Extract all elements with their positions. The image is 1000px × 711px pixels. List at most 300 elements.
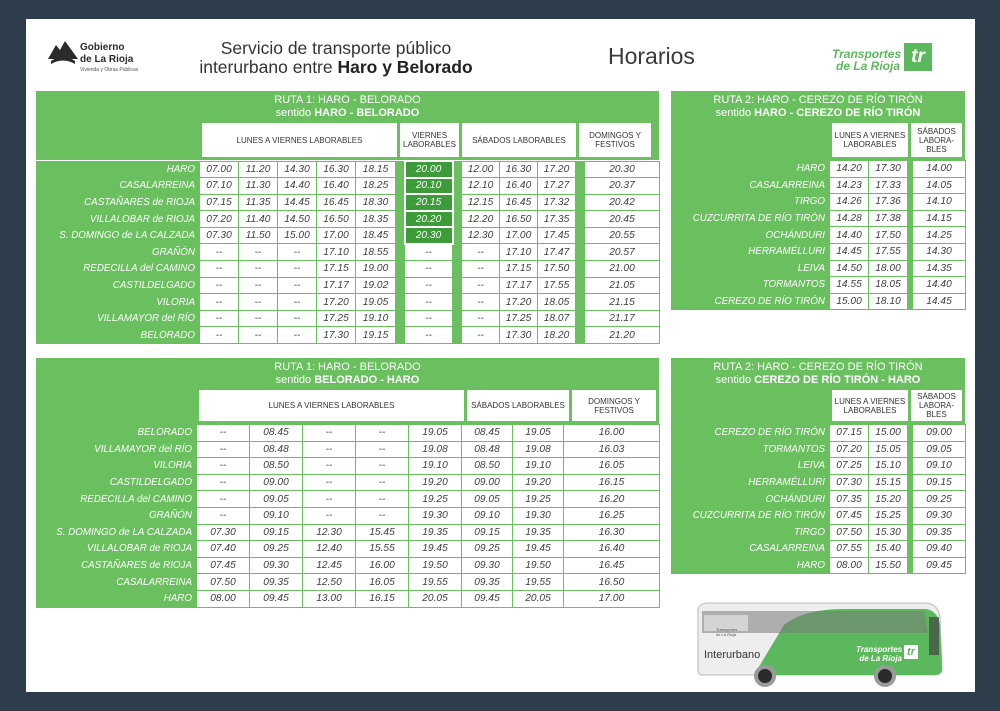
bus-front-line-1: Transportes xyxy=(716,627,738,632)
route-name: RUTA 2: HARO - CEREZO DE RÍO TIRÓN xyxy=(713,94,923,106)
stop-name: TIRGO xyxy=(672,194,830,211)
table-row xyxy=(37,327,660,344)
bus-brand-line-1: Transportes xyxy=(856,645,903,654)
time-cell: 17.25 xyxy=(317,310,356,327)
time-cell: 16.50 xyxy=(500,211,538,228)
table-row xyxy=(37,574,660,591)
time-cell: 14.55 xyxy=(830,277,869,294)
column-gap xyxy=(453,211,462,228)
stop-name: S. DOMINGO de LA CALZADA xyxy=(37,227,200,244)
time-cell: 17.17 xyxy=(317,277,356,294)
time-cell: 16.50 xyxy=(564,574,660,591)
time-cell: 18.55 xyxy=(356,244,396,261)
time-cell: 17.55 xyxy=(538,277,576,294)
time-cell: 14.50 xyxy=(278,211,317,228)
time-cell: 14.30 xyxy=(913,243,966,260)
time-cell: 20.00 xyxy=(405,161,453,178)
stop-name: VILLALOBAR de RIOJA xyxy=(37,541,197,558)
time-cell: 19.15 xyxy=(356,327,396,344)
time-cell: 17.20 xyxy=(538,161,576,178)
column-gap xyxy=(453,310,462,327)
schedule-table xyxy=(671,160,966,310)
time-cell: -- xyxy=(303,491,356,508)
route2-cerezo-haro xyxy=(671,358,965,574)
time-cell: 15.25 xyxy=(869,507,908,524)
time-cell: 16.15 xyxy=(564,474,660,491)
header-sabados: SÁBADOS LABORA-BLES xyxy=(911,123,962,157)
column-gap xyxy=(453,277,462,294)
stop-header-spacer xyxy=(39,390,196,421)
route-direction xyxy=(36,374,659,387)
time-cell: 16.00 xyxy=(356,557,409,574)
stop-name: LEIVA xyxy=(672,458,830,475)
time-cell: 19.20 xyxy=(409,474,462,491)
time-cell: 08.00 xyxy=(830,557,869,574)
stop-name: CASTAÑARES de RIOJA xyxy=(37,557,197,574)
time-cell: 19.08 xyxy=(409,441,462,458)
time-cell: 19.10 xyxy=(513,458,564,475)
time-cell: 18.25 xyxy=(356,178,396,195)
time-cell: -- xyxy=(200,310,239,327)
table-row xyxy=(672,277,966,294)
column-headers xyxy=(671,123,965,160)
table-row xyxy=(672,194,966,211)
time-cell: 19.00 xyxy=(356,261,396,278)
time-cell: -- xyxy=(197,491,250,508)
time-cell: -- xyxy=(462,261,500,278)
time-cell: -- xyxy=(303,425,356,442)
table-row xyxy=(672,507,966,524)
time-cell: 07.15 xyxy=(830,425,869,442)
time-cell: 16.45 xyxy=(500,194,538,211)
table-row xyxy=(37,425,660,442)
stop-name: REDECILLA del CAMINO xyxy=(37,491,197,508)
time-cell: 20.45 xyxy=(585,211,660,228)
time-cell: 15.30 xyxy=(869,524,908,541)
route-title xyxy=(36,91,659,123)
table-row xyxy=(37,178,660,195)
time-cell: 19.55 xyxy=(409,574,462,591)
schedule-table xyxy=(36,424,660,608)
time-cell: -- xyxy=(462,327,500,344)
time-cell: 19.30 xyxy=(409,507,462,524)
time-cell: 09.30 xyxy=(250,557,303,574)
stop-name: VILLAMAYOR del RÍO xyxy=(37,441,197,458)
stop-name: CASTILDELGADO xyxy=(37,474,197,491)
route-title xyxy=(671,91,965,123)
time-cell: -- xyxy=(356,474,409,491)
time-cell: -- xyxy=(239,244,278,261)
stop-name: GRAÑÓN xyxy=(37,244,200,261)
time-cell: -- xyxy=(356,458,409,475)
time-cell: 20.10 xyxy=(405,178,453,195)
time-cell: 18.35 xyxy=(356,211,396,228)
time-cell: -- xyxy=(405,327,453,344)
time-cell: 19.35 xyxy=(513,524,564,541)
time-cell: 16.05 xyxy=(564,458,660,475)
time-cell: 09.35 xyxy=(250,574,303,591)
time-cell: 19.05 xyxy=(409,425,462,442)
table-row xyxy=(672,161,966,178)
time-cell: 12.20 xyxy=(462,211,500,228)
time-cell: 17.25 xyxy=(500,310,538,327)
time-cell: 09.35 xyxy=(913,524,966,541)
time-cell: 09.45 xyxy=(250,590,303,607)
stop-name: OCHÁNDURI xyxy=(672,491,830,508)
table-row xyxy=(672,541,966,558)
time-cell: 09.00 xyxy=(913,425,966,442)
table-row xyxy=(37,261,660,278)
column-gap xyxy=(576,161,585,178)
time-cell: 19.08 xyxy=(513,441,564,458)
time-cell: 15.45 xyxy=(356,524,409,541)
time-cell: 11.50 xyxy=(239,227,278,244)
time-cell: -- xyxy=(200,244,239,261)
time-cell: 09.00 xyxy=(462,474,513,491)
table-row xyxy=(672,293,966,310)
time-cell: 17.50 xyxy=(538,261,576,278)
time-cell: 20.30 xyxy=(405,227,453,244)
stop-name: CASTILDELGADO xyxy=(37,277,200,294)
time-cell: 07.00 xyxy=(200,161,239,178)
table-row xyxy=(672,227,966,244)
time-cell: 17.20 xyxy=(317,294,356,311)
time-cell: 14.15 xyxy=(913,210,966,227)
time-cell: 19.20 xyxy=(513,474,564,491)
time-cell: 18.07 xyxy=(538,310,576,327)
direction-value: CEREZO DE RÍO TIRÓN - HARO xyxy=(754,374,921,386)
time-cell: -- xyxy=(405,244,453,261)
time-cell: 15.40 xyxy=(869,541,908,558)
table-row xyxy=(672,458,966,475)
time-cell: 09.15 xyxy=(913,474,966,491)
time-cell: 08.45 xyxy=(250,425,303,442)
time-cell: 07.50 xyxy=(830,524,869,541)
time-cell: 19.45 xyxy=(513,541,564,558)
time-cell: 19.02 xyxy=(356,277,396,294)
time-cell: 07.50 xyxy=(197,574,250,591)
header-sabados: SÁBADOS LABORABLES xyxy=(462,123,576,157)
column-gap xyxy=(453,227,462,244)
bus-brand xyxy=(856,645,902,663)
table-row xyxy=(37,491,660,508)
time-cell: 17.00 xyxy=(500,227,538,244)
time-cell: 12.15 xyxy=(462,194,500,211)
time-cell: 08.50 xyxy=(462,458,513,475)
time-cell: 21.05 xyxy=(585,277,660,294)
time-cell: 16.30 xyxy=(564,524,660,541)
time-cell: 07.25 xyxy=(830,458,869,475)
time-cell: 14.40 xyxy=(278,178,317,195)
time-cell: 17.30 xyxy=(500,327,538,344)
time-cell: 15.00 xyxy=(830,293,869,310)
header-viernes: VIERNES LABORABLES xyxy=(400,123,459,157)
time-cell: 19.10 xyxy=(409,458,462,475)
time-cell: 14.05 xyxy=(913,177,966,194)
column-gap xyxy=(396,244,405,261)
time-cell: 12.30 xyxy=(303,524,356,541)
time-cell: 09.10 xyxy=(250,507,303,524)
time-cell: 14.45 xyxy=(913,293,966,310)
direction-value: HARO - CEREZO DE RÍO TIRÓN xyxy=(754,107,921,119)
time-cell: 16.45 xyxy=(564,557,660,574)
time-cell: 09.00 xyxy=(250,474,303,491)
time-cell: 20.05 xyxy=(513,590,564,607)
time-cell: 15.05 xyxy=(869,441,908,458)
time-cell: 17.10 xyxy=(317,244,356,261)
bus-front-text xyxy=(716,627,737,637)
time-cell: -- xyxy=(303,474,356,491)
stop-name: HARO xyxy=(672,161,830,178)
time-cell: 19.55 xyxy=(513,574,564,591)
time-cell: 12.30 xyxy=(462,227,500,244)
time-cell: 21.15 xyxy=(585,294,660,311)
time-cell: 16.03 xyxy=(564,441,660,458)
time-cell: 20.05 xyxy=(409,590,462,607)
stop-name: CUZCURRITA DE RÍO TIRÓN xyxy=(672,210,830,227)
time-cell: 21.20 xyxy=(585,327,660,344)
time-cell: -- xyxy=(239,327,278,344)
time-cell: 09.45 xyxy=(913,557,966,574)
time-cell: 17.10 xyxy=(500,244,538,261)
column-gap xyxy=(396,194,405,211)
time-cell: 08.48 xyxy=(462,441,513,458)
header-lv: LUNES A VIERNES LABORABLES xyxy=(832,390,908,421)
time-cell: 09.45 xyxy=(462,590,513,607)
column-gap xyxy=(576,327,585,344)
time-cell: 14.23 xyxy=(830,177,869,194)
time-cell: 19.25 xyxy=(409,491,462,508)
column-gap xyxy=(453,194,462,211)
time-cell: 17.15 xyxy=(317,261,356,278)
time-cell: 15.15 xyxy=(869,474,908,491)
time-cell: 17.30 xyxy=(869,161,908,178)
stop-name: VILLAMAYOR del RÍO xyxy=(37,310,200,327)
column-gap xyxy=(396,161,405,178)
header xyxy=(26,19,975,91)
time-cell: 07.20 xyxy=(830,441,869,458)
time-cell: 16.20 xyxy=(564,491,660,508)
stop-name: TIRGO xyxy=(672,524,830,541)
title-line-2-a: interurbano entre xyxy=(199,57,338,77)
column-gap xyxy=(396,227,405,244)
time-cell: -- xyxy=(200,327,239,344)
time-cell: 18.05 xyxy=(869,277,908,294)
horarios-heading: Horarios xyxy=(608,43,695,69)
title-line-2 xyxy=(176,58,496,77)
time-cell: 17.47 xyxy=(538,244,576,261)
bus-side-text: Interurbano xyxy=(704,649,761,661)
table-row xyxy=(37,507,660,524)
time-cell: -- xyxy=(200,294,239,311)
time-cell: 17.45 xyxy=(538,227,576,244)
time-cell: -- xyxy=(462,244,500,261)
table-row xyxy=(37,277,660,294)
table-row xyxy=(37,557,660,574)
time-cell: 09.35 xyxy=(462,574,513,591)
time-cell: 19.35 xyxy=(409,524,462,541)
time-cell: -- xyxy=(405,261,453,278)
time-cell: 18.05 xyxy=(538,294,576,311)
time-cell: 19.45 xyxy=(409,541,462,558)
schedule-table xyxy=(671,424,966,574)
time-cell: 17.00 xyxy=(564,590,660,607)
stop-name: HERRAMÉLLURI xyxy=(672,243,830,260)
time-cell: -- xyxy=(239,294,278,311)
time-cell: -- xyxy=(303,441,356,458)
stop-name: CUZCURRITA DE RÍO TIRÓN xyxy=(672,507,830,524)
time-cell: -- xyxy=(278,261,317,278)
stop-name: OCHÁNDURI xyxy=(672,227,830,244)
route-name: RUTA 2: HARO - CEREZO DE RÍO TIRÓN xyxy=(713,361,923,373)
column-gap xyxy=(396,327,405,344)
time-cell: 11.20 xyxy=(239,161,278,178)
time-cell: 14.25 xyxy=(913,227,966,244)
time-cell: 17.30 xyxy=(317,327,356,344)
table-row xyxy=(37,294,660,311)
time-cell: 07.10 xyxy=(200,178,239,195)
header-lv: LUNES A VIERNES LABORABLES xyxy=(202,123,397,157)
column-headers xyxy=(36,123,659,160)
stop-header-spacer xyxy=(39,123,199,157)
time-cell: 15.55 xyxy=(356,541,409,558)
route1-haro-belorado xyxy=(36,91,659,344)
column-gap xyxy=(396,211,405,228)
column-gap xyxy=(576,310,585,327)
time-cell: -- xyxy=(278,327,317,344)
time-cell: 09.15 xyxy=(250,524,303,541)
time-cell: 15.20 xyxy=(869,491,908,508)
time-cell: 21.17 xyxy=(585,310,660,327)
time-cell: 20.42 xyxy=(585,194,660,211)
time-cell: -- xyxy=(239,261,278,278)
time-cell: 09.40 xyxy=(913,541,966,558)
time-cell: 14.00 xyxy=(913,161,966,178)
route-direction xyxy=(671,374,965,387)
column-gap xyxy=(396,277,405,294)
time-cell: 07.30 xyxy=(830,474,869,491)
time-cell: 16.30 xyxy=(500,161,538,178)
table-row xyxy=(37,161,660,178)
table-row xyxy=(672,524,966,541)
time-cell: 17.33 xyxy=(869,177,908,194)
stop-name: VILLALOBAR de RIOJA xyxy=(37,211,200,228)
stop-name: REDECILLA del CAMINO xyxy=(37,261,200,278)
time-cell: 09.05 xyxy=(250,491,303,508)
transportes-logo xyxy=(832,43,942,77)
table-row xyxy=(37,244,660,261)
stop-name: CASALARREINA xyxy=(37,178,200,195)
time-cell: -- xyxy=(239,277,278,294)
time-cell: 11.40 xyxy=(239,211,278,228)
time-cell: 07.35 xyxy=(830,491,869,508)
table-row xyxy=(37,524,660,541)
time-cell: 12.00 xyxy=(462,161,500,178)
title-line-1: Servicio de transporte público xyxy=(220,38,452,58)
route-title xyxy=(36,358,659,390)
table-row xyxy=(672,425,966,442)
stop-name: CEREZO DE RÍO TIRÓN xyxy=(672,425,830,442)
time-cell: 14.28 xyxy=(830,210,869,227)
time-cell: 07.30 xyxy=(200,227,239,244)
time-cell: 16.45 xyxy=(317,194,356,211)
time-cell: -- xyxy=(278,294,317,311)
time-cell: 19.05 xyxy=(356,294,396,311)
time-cell: 09.25 xyxy=(250,541,303,558)
table-row xyxy=(672,243,966,260)
stop-name: CASALARREINA xyxy=(37,574,197,591)
time-cell: -- xyxy=(200,261,239,278)
column-gap xyxy=(453,327,462,344)
bus-brand-line-2: de La Rioja xyxy=(859,654,902,663)
time-cell: 14.26 xyxy=(830,194,869,211)
time-cell: 15.00 xyxy=(278,227,317,244)
table-row xyxy=(37,590,660,607)
table-row xyxy=(37,194,660,211)
brand-mark: tr xyxy=(904,43,932,71)
time-cell: 09.10 xyxy=(913,458,966,475)
column-gap xyxy=(576,178,585,195)
table-row xyxy=(672,441,966,458)
time-cell: 16.15 xyxy=(356,590,409,607)
stop-name: GRAÑÓN xyxy=(37,507,197,524)
stop-name: LEIVA xyxy=(672,260,830,277)
direction-label: sentido xyxy=(715,374,755,386)
direction-value: BELORADO - HARO xyxy=(314,374,420,386)
time-cell: 16.50 xyxy=(317,211,356,228)
route-direction xyxy=(671,107,965,120)
gov-line-2: de La Rioja xyxy=(80,54,134,65)
time-cell: 17.15 xyxy=(500,261,538,278)
time-cell: 08.50 xyxy=(250,458,303,475)
column-gap xyxy=(453,161,462,178)
time-cell: 14.50 xyxy=(830,260,869,277)
time-cell: 09.25 xyxy=(913,491,966,508)
stop-header-spacer xyxy=(674,123,829,157)
time-cell: -- xyxy=(356,507,409,524)
time-cell: 07.40 xyxy=(197,541,250,558)
time-cell: 09.10 xyxy=(462,507,513,524)
time-cell: 19.50 xyxy=(513,557,564,574)
gov-line-1: Gobierno xyxy=(80,42,125,53)
time-cell: -- xyxy=(462,310,500,327)
table-row xyxy=(37,441,660,458)
time-cell: 18.45 xyxy=(356,227,396,244)
stop-name: CASTAÑARES de RIOJA xyxy=(37,194,200,211)
page-title xyxy=(176,39,496,77)
time-cell: 18.10 xyxy=(869,293,908,310)
time-cell: 17.55 xyxy=(869,243,908,260)
time-cell: 11.35 xyxy=(239,194,278,211)
time-cell: 20.37 xyxy=(585,178,660,195)
column-gap xyxy=(576,211,585,228)
route1-belorado-haro xyxy=(36,358,659,608)
time-cell: 17.27 xyxy=(538,178,576,195)
time-cell: 17.17 xyxy=(500,277,538,294)
direction-value: HARO - BELORADO xyxy=(314,107,420,119)
time-cell: 15.10 xyxy=(869,458,908,475)
time-cell: 09.15 xyxy=(462,524,513,541)
time-cell: 17.50 xyxy=(869,227,908,244)
time-cell: 17.20 xyxy=(500,294,538,311)
table-row xyxy=(37,227,660,244)
route-title xyxy=(671,358,965,390)
time-cell: 20.15 xyxy=(405,194,453,211)
header-sabados: SÁBADOS LABORABLES xyxy=(467,390,569,421)
brand-line-1: Transportes xyxy=(832,47,902,61)
stop-name: TORMANTOS xyxy=(672,277,830,294)
column-gap xyxy=(453,294,462,311)
